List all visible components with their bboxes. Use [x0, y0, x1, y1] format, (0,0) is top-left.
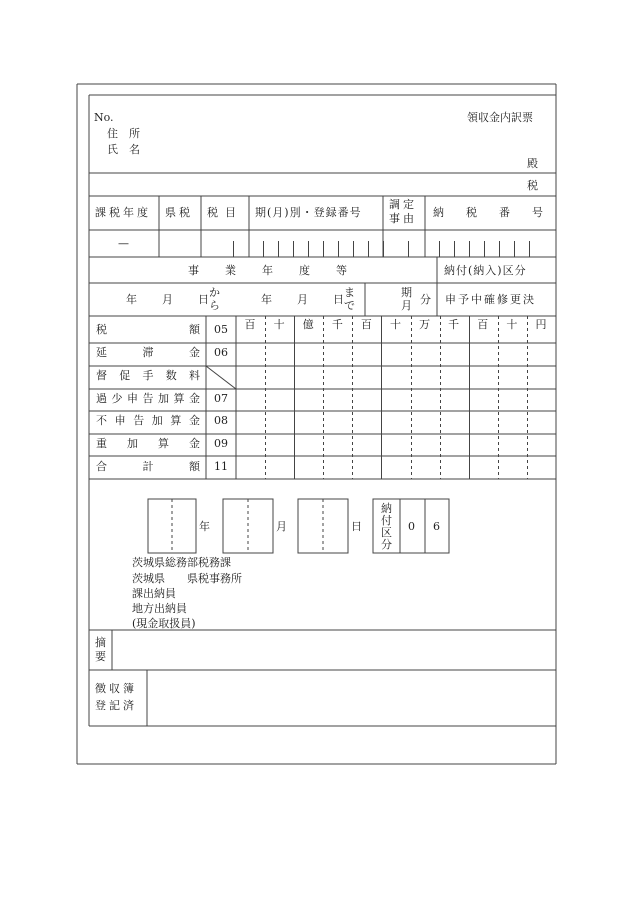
- digit-label: 億: [302, 318, 314, 331]
- row-code-underreport: 07: [214, 392, 228, 405]
- row-label-heavy: 重加算金: [96, 437, 200, 450]
- from-mark-2: ら: [209, 299, 220, 312]
- issuer-line-4: 地方出納員: [132, 602, 187, 615]
- digit-label: 千: [448, 318, 460, 331]
- from-mark-1: か: [209, 286, 220, 299]
- tax-item-header: 税目: [207, 206, 243, 219]
- category-label-4: 分: [381, 538, 392, 551]
- adjust-reason-header-2: 事由: [389, 212, 417, 225]
- issuer-line-5: (現金取扱員): [132, 617, 196, 630]
- digit-label: 百: [244, 318, 256, 331]
- period-number-header: 期(月)別・登録番号: [255, 206, 362, 219]
- prefectural-tax-header: 県税: [165, 206, 193, 219]
- issuer-line-2: 茨城県 県税事務所: [132, 572, 242, 585]
- until-mark-2: で: [344, 299, 355, 312]
- until-month: 月: [297, 293, 308, 306]
- digit-label: 十: [390, 318, 401, 331]
- category-label-2: 付: [381, 514, 392, 527]
- from-day: 日: [198, 293, 209, 306]
- remarks-label-1: 摘: [95, 636, 106, 649]
- remarks-label-2: 要: [95, 650, 106, 663]
- row-code-total: 11: [214, 460, 228, 473]
- ledger-line-2: 登記済: [95, 699, 137, 712]
- category-digit-0: 0: [408, 520, 415, 533]
- row-label-tax: 税額: [96, 323, 200, 336]
- form-title: 領収金内訳票: [467, 111, 533, 124]
- category-digit-6: 6: [433, 520, 440, 533]
- row-label-demand-fee: 督促手数料: [96, 369, 200, 382]
- digit-label: 十: [506, 318, 518, 331]
- category-label-3: 区: [381, 526, 392, 539]
- digit-label: 十: [273, 318, 285, 331]
- ledger-line-1: 徴収簿: [95, 682, 137, 695]
- row-code-nonreport: 08: [214, 414, 228, 427]
- row-label-underreport: 過少申告加算金: [96, 392, 200, 405]
- number-mark: No.: [94, 111, 114, 124]
- digit-tick-marks: [234, 241, 530, 257]
- until-mark-1: ま: [344, 286, 355, 299]
- row-label-delinquency: 延滞金: [96, 346, 200, 359]
- address-label: 住 所: [107, 127, 140, 140]
- row-code-heavy: 09: [214, 437, 228, 450]
- issuer-line-3: 課出納員: [132, 587, 176, 600]
- until-year: 年: [261, 293, 272, 306]
- name-label: 氏 名: [107, 143, 140, 156]
- date-year-label: 年: [199, 520, 210, 533]
- row-label-nonreport: 不申告加算金: [96, 414, 200, 427]
- issuer-line-1: 茨城県総務部税務課: [132, 556, 231, 569]
- row-label-total: 合計額: [96, 460, 200, 473]
- date-month-label: 月: [276, 520, 287, 533]
- digit-label: 百: [477, 318, 489, 331]
- payment-categories: 申予中確修更決: [445, 293, 536, 306]
- digit-columns: [266, 316, 528, 479]
- tax-year-header: 課税年度: [95, 206, 151, 219]
- until-day: 日: [333, 293, 344, 306]
- honorific: 殿: [527, 157, 538, 170]
- digit-label: 円: [535, 318, 547, 331]
- adjust-reason-header-1: 調定: [389, 198, 417, 211]
- tax-mark: 税: [527, 179, 538, 192]
- payment-category-label: 納付(納入)区分: [444, 264, 527, 277]
- category-label-1: 納: [381, 502, 392, 515]
- from-month: 月: [162, 293, 173, 306]
- digit-label: 百: [360, 318, 372, 331]
- digit-label: 千: [331, 318, 343, 331]
- digit-label: 万: [419, 318, 431, 331]
- taxpayer-number-header: 納税番号: [433, 206, 565, 219]
- period-mark-2: 月: [401, 299, 412, 312]
- from-year: 年: [126, 293, 137, 306]
- period-mark-3: 分: [420, 293, 431, 306]
- business-year-label: 事業年度等: [188, 264, 373, 277]
- row-code-tax: 05: [214, 323, 228, 336]
- period-mark-1: 期: [401, 286, 412, 299]
- year-dash: —: [118, 237, 129, 250]
- row-code-delinquency: 06: [214, 346, 228, 359]
- date-day-label: 日: [351, 520, 362, 533]
